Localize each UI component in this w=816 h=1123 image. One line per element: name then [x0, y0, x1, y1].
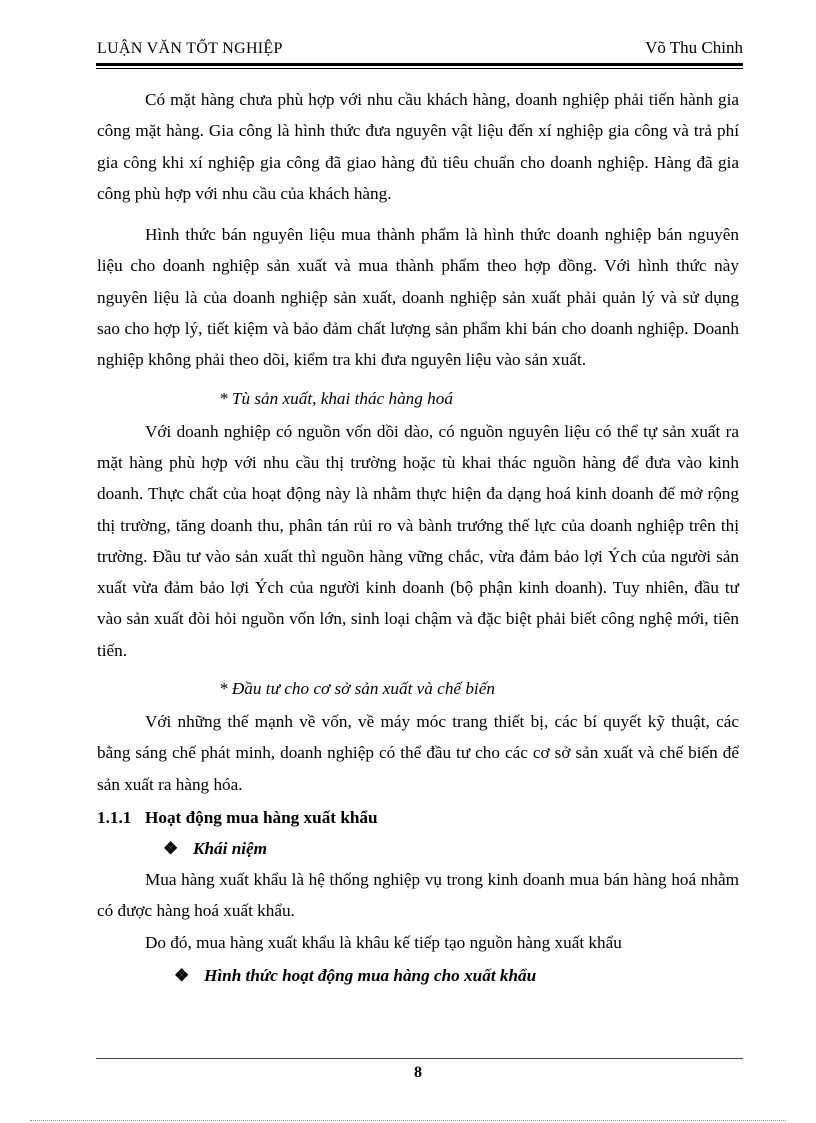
header-rule-thin	[96, 68, 743, 69]
diamond-bullet-icon: ❖	[174, 965, 190, 985]
section-number: 1.1.1	[97, 807, 132, 827]
document-body	[97, 84, 739, 991]
paragraph-investment: Với những thế mạnh về vốn, về máy móc trang thiết bị, các bí quyết kỹ thuật, các bằng sáng chế phát minh, doanh nghiệp có thể đầu tư cho các cơ sở sản xuất và chế biến để sản xuất ra hàng hóa.	[97, 712, 739, 794]
bullet-concept	[97, 833, 739, 864]
section-heading	[97, 802, 739, 833]
subheading-self-production: * Tù sản xuất, khai thác hàng hoá	[219, 388, 453, 408]
bullet-concept-text: Khái niệm	[193, 838, 268, 858]
paragraph-definition: Mua hàng xuất khẩu là hệ thống nghiệp vụ trong kinh doanh mua bán hàng hoá nhằm có được hàng hoá xuất khẩu.	[97, 869, 739, 921]
diamond-bullet-icon: ❖	[163, 838, 179, 858]
section-title: Hoạt động mua hàng xuất khẩu	[145, 807, 378, 827]
subheading-investment: * Đầu tư cho cơ sở sản xuất và chế biến	[219, 679, 495, 699]
header-thesis-label: LUẬN VĂN TỐT NGHIỆP	[97, 40, 283, 57]
header-author-name: Võ Thu Chinh	[645, 38, 743, 57]
page-bottom-border	[30, 1120, 786, 1121]
paragraph-self-production: Với doanh nghiệp có nguồn vốn dồi dào, có nguồn nguyên liệu có thể tự sản xuất ra mặt hàng phù hợp với nhu cầu thị trường hoặc tù khai thác nguồn hàng để đưa vào kinh doanh. Thực chất của hoạt động này là nhằm thực hiện đa dạng hoá kinh doanh để mở rộng thị trường, tăng doanh thu, phân tán rủi ro và bành trướng thế lực của doanh nghiệp trên thị trường. Đầu tư vào sản xuất thì nguồn hàng vững chắc, vừa đảm bảo lợi Ých của người sản xuất vừa đảm bảo lợi Ých của người kinh doanh (bộ phận kinh doanh). Tuy nhiên, đầu tư vào sản xuất đòi hỏi nguồn vốn lớn, sinh loại chậm và đặc biệt phải biết công nghệ mới, tiên tiến.	[97, 421, 739, 660]
paragraph-raw-material-sale: Hình thức bán nguyên liệu mua thành phẩm là hình thức doanh nghiệp bán nguyên liệu cho doanh nghiệp sản xuất và mua thành phẩm theo hợp đồng. Với hình thức này nguyên liệu là của doanh nghiệp sản xuất, doanh nghiệp sản xuất phải quản lý và sử dụng sao cho hợp lý, tiết kiệm và bảo đảm chất lượng sản phẩm khi bán cho doanh nghiệp. Doanh nghiệp không phải theo dõi, kiểm tra khi đưa nguyên liệu vào sản xuất.	[97, 225, 739, 370]
page-header	[97, 38, 743, 62]
bullet-forms	[97, 960, 739, 991]
footer-rule	[96, 1058, 743, 1059]
bullet-forms-text: Hình thức hoạt động mua hàng cho xuất khẩu	[204, 965, 537, 985]
paragraph-conclusion: Do đó, mua hàng xuất khẩu là khâu kế tiếp tạo nguồn hàng xuất khẩu	[145, 932, 622, 952]
paragraph-processing: Có mặt hàng chưa phù hợp với nhu cầu khách hàng, doanh nghiệp phải tiến hành gia công mặt hàng. Gia công là hình thức đưa nguyên vật liệu đến xí nghiệp gia công và trả phí gia công khi xí nghiệp gia công đã giao hàng đủ tiêu chuẩn cho doanh nghiệp. Hàng đã gia công phù hợp với nhu cầu của khách hàng.	[97, 90, 739, 203]
header-rule-thick	[96, 63, 743, 66]
page-number: 8	[414, 1064, 422, 1081]
